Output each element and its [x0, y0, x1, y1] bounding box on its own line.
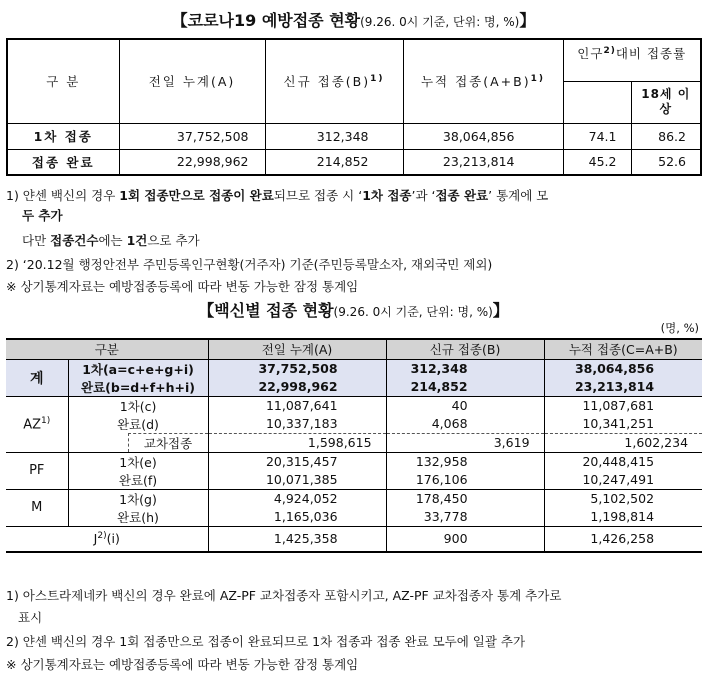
table-row-total-done	[6, 378, 702, 397]
cell-cum: 23,213,814	[403, 149, 563, 175]
note-1-cont	[22, 206, 63, 224]
note-text: 에는	[98, 233, 127, 248]
az-cross-new: 3,619	[386, 433, 544, 452]
title-main: 【백신별 접종 현황	[198, 301, 334, 320]
az-done-prev: 10,337,183	[208, 415, 386, 434]
note-bold: 접종건수	[50, 233, 99, 248]
pf-label: PF	[6, 452, 68, 489]
header-prev: 전일 누계(A)	[208, 339, 386, 359]
header-population-ratio	[563, 39, 701, 81]
total-done-prev: 22,998,962	[208, 378, 386, 397]
pf-done-prev: 10,071,385	[208, 471, 386, 490]
header-new-sup: 1)	[370, 74, 385, 85]
header-cumulative-sup: 1)	[530, 74, 546, 85]
table-row-m-done	[6, 508, 702, 527]
note2-3: ※ 상기통계자료는 예방접종등록에 따라 변동 가능한 잠정 통계임	[6, 657, 359, 672]
pf-first-new: 132,958	[386, 452, 544, 471]
note-text: 으로 추가	[147, 233, 200, 248]
m-done-label: 완료(h)	[68, 508, 208, 527]
m-first-prev: 4,924,052	[208, 489, 386, 508]
az-first-label: 1차(c)	[68, 396, 208, 415]
az-label	[6, 396, 68, 452]
header-new: 신규 접종(B)	[386, 339, 544, 359]
total-done-cum: 23,213,814	[544, 378, 702, 397]
title-end: 】	[492, 301, 509, 320]
note-1	[6, 186, 548, 204]
cell-age18: 86.2	[631, 123, 701, 149]
header-cumulative-label: 누적 접종(A+B)	[420, 74, 531, 90]
header-row	[6, 339, 702, 359]
pf-first-prev: 20,315,457	[208, 452, 386, 471]
j-label	[6, 526, 208, 552]
total-done-label: 완료(b=d+f+h+i)	[68, 378, 208, 397]
note-text: 되므로 접종 시 ‘	[273, 188, 363, 203]
az-first-prev: 11,087,641	[208, 396, 386, 415]
header-category: 구분	[6, 339, 208, 359]
az-sup: 1)	[41, 415, 51, 426]
header-population-rest: 대비 접종률	[615, 46, 687, 62]
row-label: 접종 완료	[7, 149, 119, 175]
j-prev: 1,425,358	[208, 526, 386, 552]
table-row	[7, 123, 701, 149]
note-text: 다만	[22, 233, 51, 248]
note2-1: 1) 아스트라제네카 백신의 경우 완료에 AZ-PF 교차접종자 포함시키고, AZ-PF 교차접종자 통계 추가로	[6, 588, 562, 603]
cell-cum: 38,064,856	[403, 123, 563, 149]
cell-pop: 74.1	[563, 123, 631, 149]
cell-prev: 37,752,508	[119, 123, 265, 149]
cell-pop: 45.2	[563, 149, 631, 175]
cell-age18: 52.6	[631, 149, 701, 175]
pf-done-label: 완료(f)	[68, 471, 208, 490]
az-done-cum: 10,341,251	[582, 416, 655, 431]
j-new: 900	[386, 526, 544, 552]
az-label-text: AZ	[23, 417, 42, 433]
az-cross-label: 교차접종	[128, 433, 208, 452]
unit-label: (명, %)	[660, 321, 699, 335]
m-done-new: 33,778	[386, 508, 544, 527]
az-cross-prev: 1,598,615	[208, 433, 386, 452]
m-done-prev: 1,165,036	[208, 508, 386, 527]
total-first-prev: 37,752,508	[208, 359, 386, 378]
vaccination-status-table	[6, 38, 702, 176]
total-label: 계	[6, 359, 68, 396]
header-new	[265, 39, 403, 123]
pf-first-cum: 20,448,415	[582, 454, 655, 469]
table-row-m-first	[6, 489, 702, 508]
j-cum: 1,426,258	[590, 531, 655, 547]
m-label: M	[6, 489, 68, 526]
header-new-label: 신규 접종(B)	[283, 74, 371, 90]
note-bold: 접종 완료	[435, 188, 489, 203]
az-cross-empty	[68, 433, 128, 452]
title-sub: (9.26. 0시 기준, 단위: 명, %)	[333, 305, 493, 319]
pf-done-new: 176,106	[386, 471, 544, 490]
total-first-new: 312,348	[386, 359, 544, 378]
table-row-j	[6, 526, 702, 552]
m-first-cum: 5,102,502	[590, 491, 655, 506]
note-text: 1) 얀센 백신의 경우	[6, 188, 120, 203]
j-label-text: J	[93, 531, 98, 547]
vaccine-status-table	[6, 338, 702, 553]
table-row-az-first	[6, 396, 702, 415]
cell-prev: 22,998,962	[119, 149, 265, 175]
total-first-label: 1차(a=c+e+g+i)	[68, 359, 208, 378]
header-cumulative	[403, 39, 563, 123]
table-row-az-done	[6, 415, 702, 434]
note-bold: 1회 접종만으로 접종이 완료	[119, 188, 274, 203]
header-prev-cumulative: 전일 누계(A)	[119, 39, 265, 123]
table-row-total-first	[6, 359, 702, 378]
total-first-cum: 38,064,856	[544, 359, 702, 378]
vaccination-status-title	[0, 8, 707, 31]
note-bold: 1건	[126, 233, 148, 248]
header-age18: 18세 이상	[631, 81, 701, 123]
header-category: 구 분	[7, 39, 119, 123]
header-cum: 누적 접종(C=A+B)	[544, 339, 702, 359]
note-1-extra	[22, 231, 200, 249]
az-done-label: 완료(d)	[68, 415, 208, 434]
title-sub: (9.26. 0시 기준, 단위: 명, %)	[360, 15, 520, 29]
note-2: 2) ‘20.12월 행정안전부 주민등록인구현황(거주자) 기준(주민등록말소자, 재외국민 제외)	[6, 257, 493, 272]
note-text: ’ 통계에 모	[488, 188, 549, 203]
vaccine-status-title	[0, 298, 707, 321]
j-label-end: (i)	[106, 531, 120, 547]
az-cross-cum: 1,602,234	[544, 433, 702, 452]
total-done-new: 214,852	[386, 378, 544, 397]
az-first-new: 40	[386, 396, 544, 415]
note2-2: 2) 얀센 백신의 경우 1회 접종만으로 접종이 완료되므로 1차 접종과 접종 완료 모두에 일괄 추가	[6, 634, 526, 649]
row-label: 1차 접종	[7, 123, 119, 149]
m-first-new: 178,450	[386, 489, 544, 508]
pf-first-label: 1차(e)	[68, 452, 208, 471]
header-pop-empty	[563, 81, 631, 123]
note2-1-cont: 표시	[18, 610, 43, 625]
title-end: 】	[519, 11, 536, 30]
header-population-label: 인구	[577, 46, 604, 62]
table-row-pf-first	[6, 452, 702, 471]
pf-done-cum: 10,247,491	[544, 471, 702, 490]
note-bold: 두 추가	[22, 208, 63, 223]
note-3: ※ 상기통계자료는 예방접종등록에 따라 변동 가능한 잠정 통계임	[6, 279, 359, 294]
table-row	[7, 149, 701, 175]
j-sup: 2)	[97, 531, 107, 542]
cell-new: 312,348	[265, 123, 403, 149]
table-row-az-cross	[6, 433, 702, 452]
header-population-sup: 2)	[603, 46, 616, 56]
m-first-label: 1차(g)	[68, 489, 208, 508]
cell-new: 214,852	[265, 149, 403, 175]
m-done-cum: 1,198,814	[544, 508, 702, 527]
header-row	[7, 39, 701, 81]
table-row-pf-done	[6, 471, 702, 490]
az-done-new: 4,068	[386, 415, 544, 434]
note-bold: 1차 접종	[362, 188, 412, 203]
az-first-cum: 11,087,681	[582, 398, 655, 413]
note-text: ’과 ‘	[411, 188, 436, 203]
title-main: 【코로나19 예방접종 현황	[171, 11, 361, 30]
